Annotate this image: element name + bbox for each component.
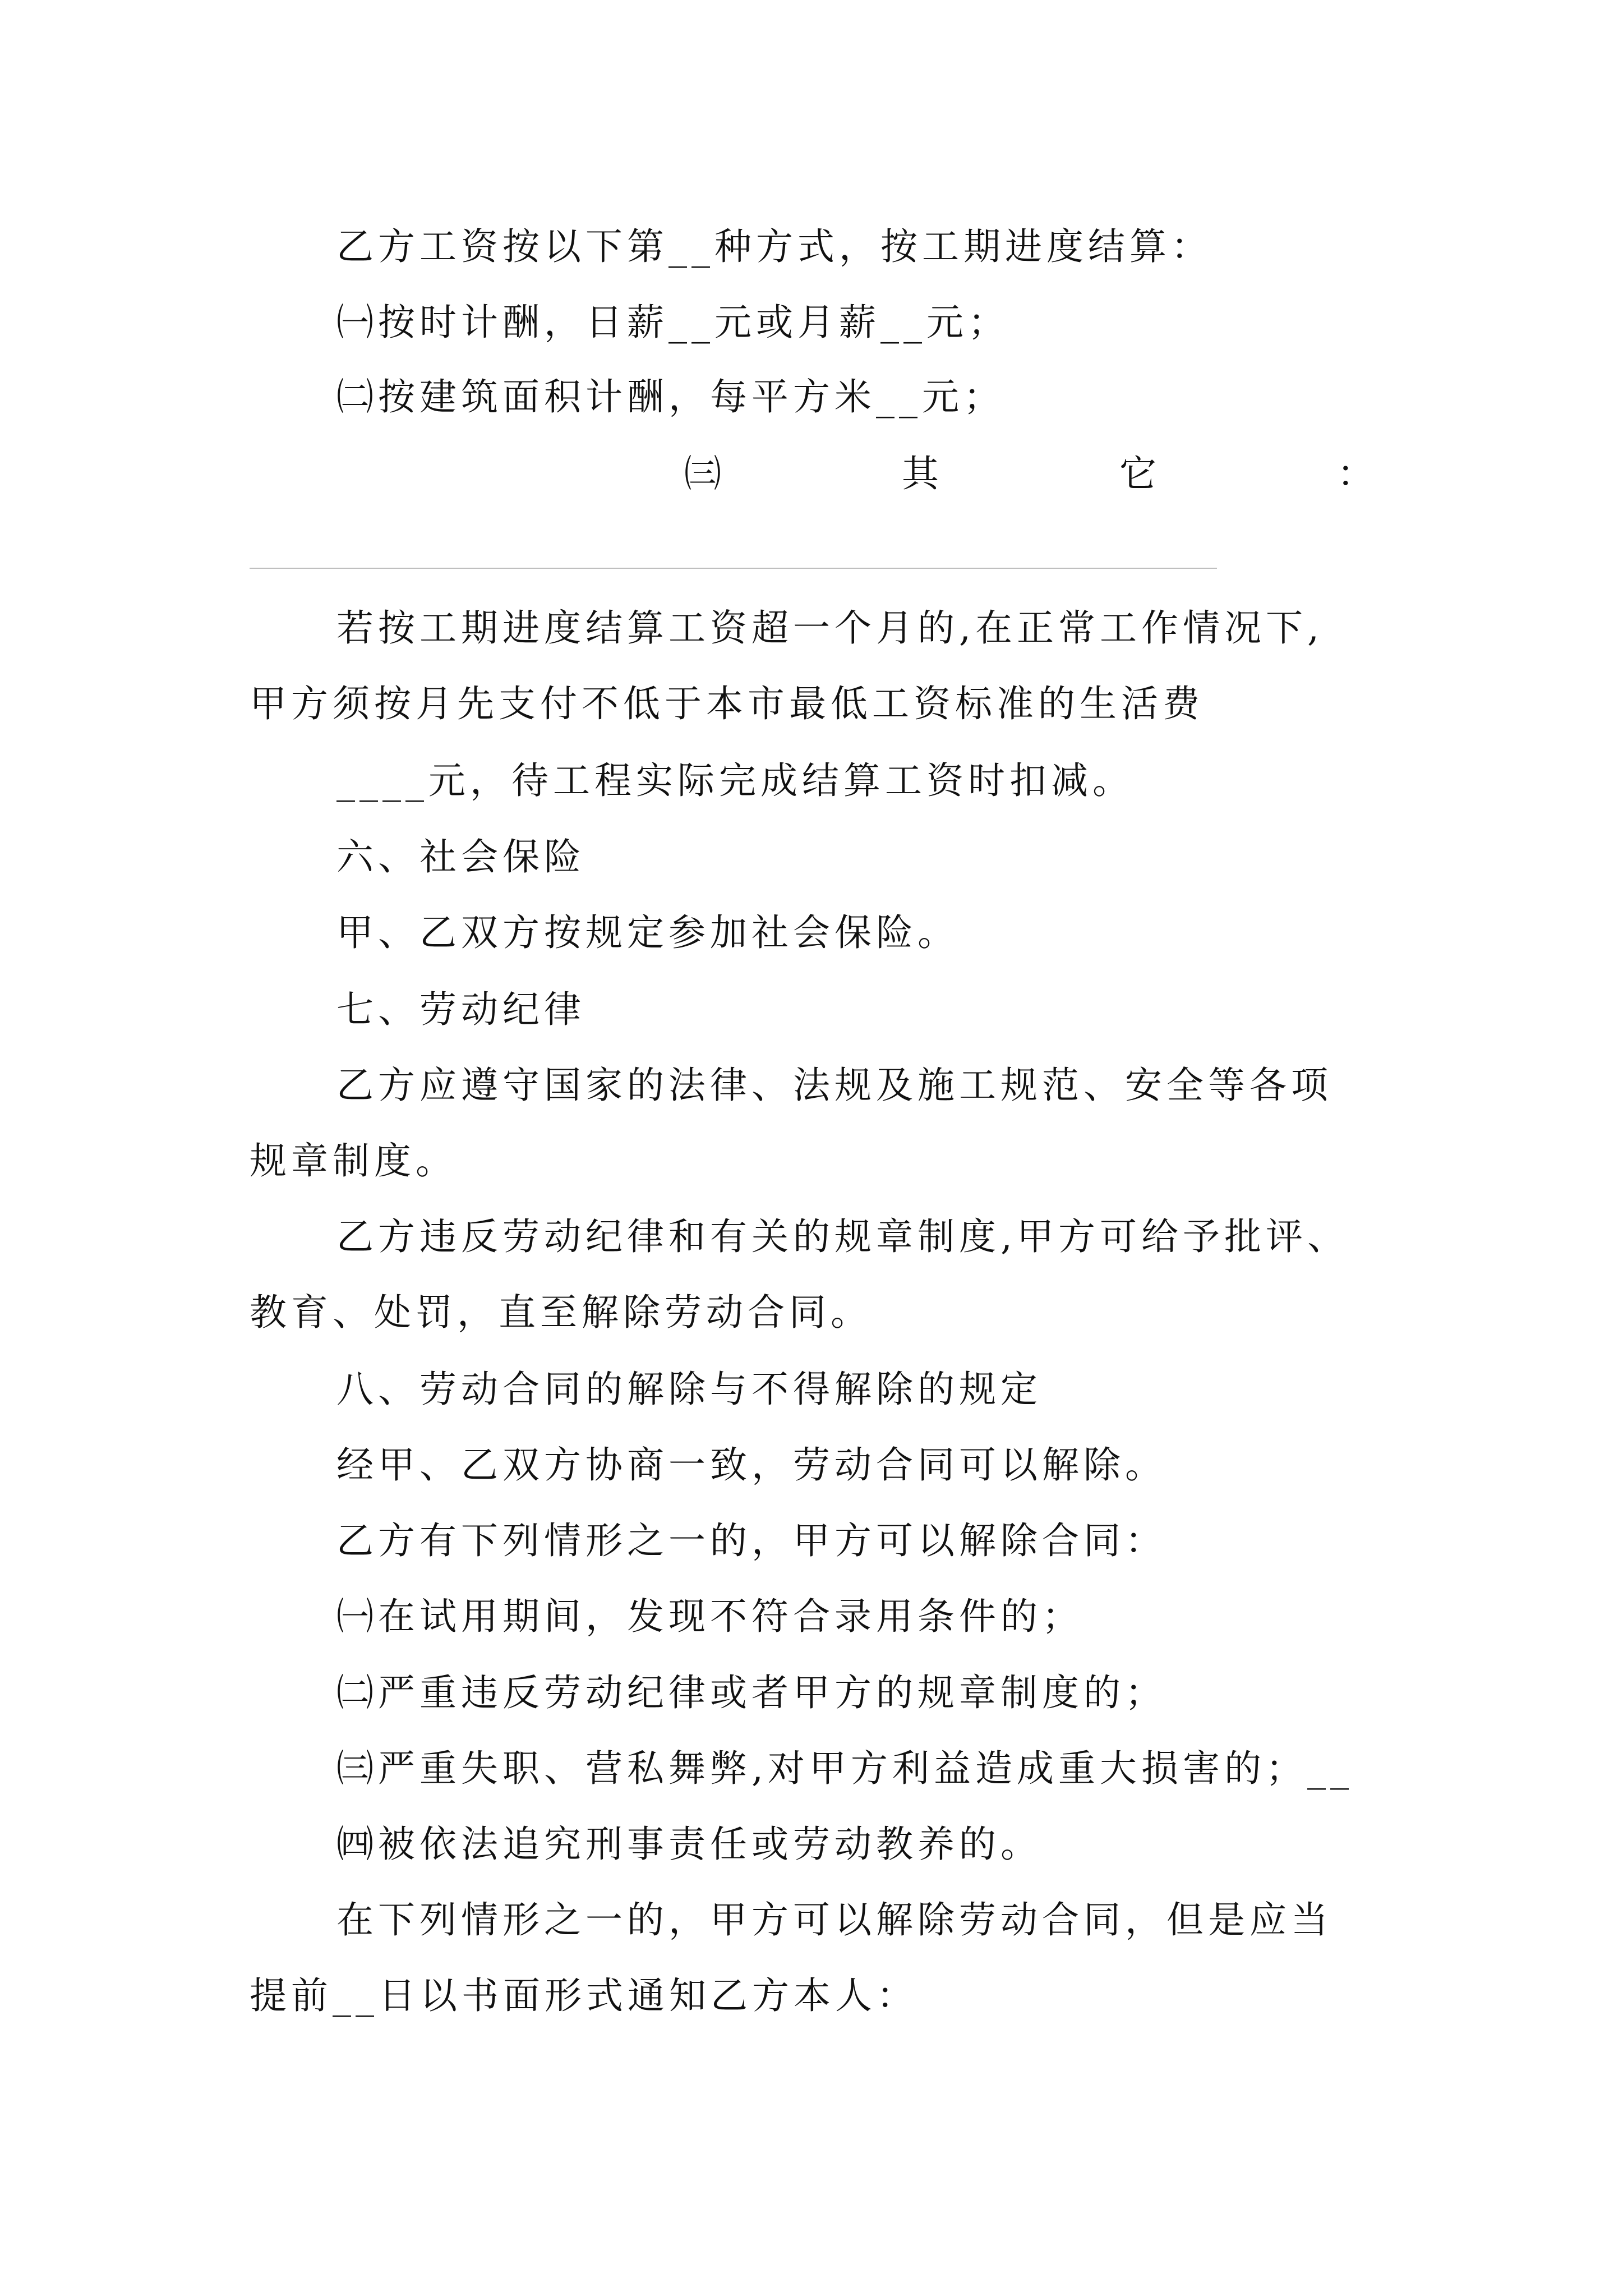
paragraph-monthly-advance: 若按工期进度结算工资超一个月的,在正常工作情况下, — [336, 606, 1324, 650]
item-hourly-pay: ㈠按时计酬，日薪__元或月薪__元； — [336, 301, 1009, 344]
paragraph-obey-laws-cont: 规章制度。 — [250, 1139, 457, 1182]
paragraph-mutual-agreement: 经甲、乙双方协商一致，劳动合同可以解除。 — [336, 1443, 1166, 1487]
item-other-char1: 其 — [902, 452, 939, 495]
item-criminal-liability: ㈣被依法追究刑事责任或劳动教养的。 — [336, 1823, 1042, 1866]
paragraph-violation: 乙方违反劳动纪律和有关的规章制度,甲方可给予批评、 — [336, 1215, 1349, 1258]
paragraph-living-expense: ____元，待工程实际完成结算工资时扣减。 — [336, 759, 1134, 802]
paragraph-termination-cases: 乙方有下列情形之一的，甲方可以解除合同： — [336, 1519, 1166, 1562]
item-other — [684, 452, 1374, 496]
item-probation: ㈠在试用期间，发现不符合录用条件的； — [336, 1595, 1083, 1638]
heading-labor-discipline: 七、劳动纪律 — [336, 988, 585, 1031]
paragraph-social-insurance: 甲、乙双方按规定参加社会保险。 — [336, 911, 959, 954]
item-dereliction: ㈢严重失职、营私舞弊,对甲方利益造成重大损害的；__ — [336, 1747, 1353, 1790]
item-other-marker: ㈢ — [684, 452, 721, 495]
heading-social-insurance: 六、社会保险 — [336, 835, 585, 878]
paragraph-notice-termination: 在下列情形之一的，甲方可以解除劳动合同，但是应当 — [336, 1898, 1332, 1941]
paragraph-violation-cont: 教育、处罚，直至解除劳动合同。 — [250, 1291, 872, 1334]
item-other-colon: ： — [1337, 452, 1374, 495]
item-area-pay: ㈡按建筑面积计酬，每平方米__元； — [336, 375, 1005, 418]
heading-contract-termination: 八、劳动合同的解除与不得解除的规定 — [336, 1368, 1042, 1411]
paragraph-notice-termination-cont: 提前__日以书面形式通知乙方本人： — [250, 1974, 918, 2017]
item-serious-violation: ㈡严重违反劳动纪律或者甲方的规章制度的； — [336, 1671, 1166, 1714]
paragraph-wage-method: 乙方工资按以下第__种方式，按工期进度结算： — [336, 225, 1212, 268]
paragraph-monthly-advance-cont: 甲方须按月先支付不低于本市最低工资标准的生活费 — [250, 682, 1204, 725]
item-other-char2: 它 — [1119, 452, 1156, 495]
fill-in-underline — [250, 568, 1217, 569]
paragraph-obey-laws: 乙方应遵守国家的法律、法规及施工规范、安全等各项 — [336, 1064, 1332, 1107]
